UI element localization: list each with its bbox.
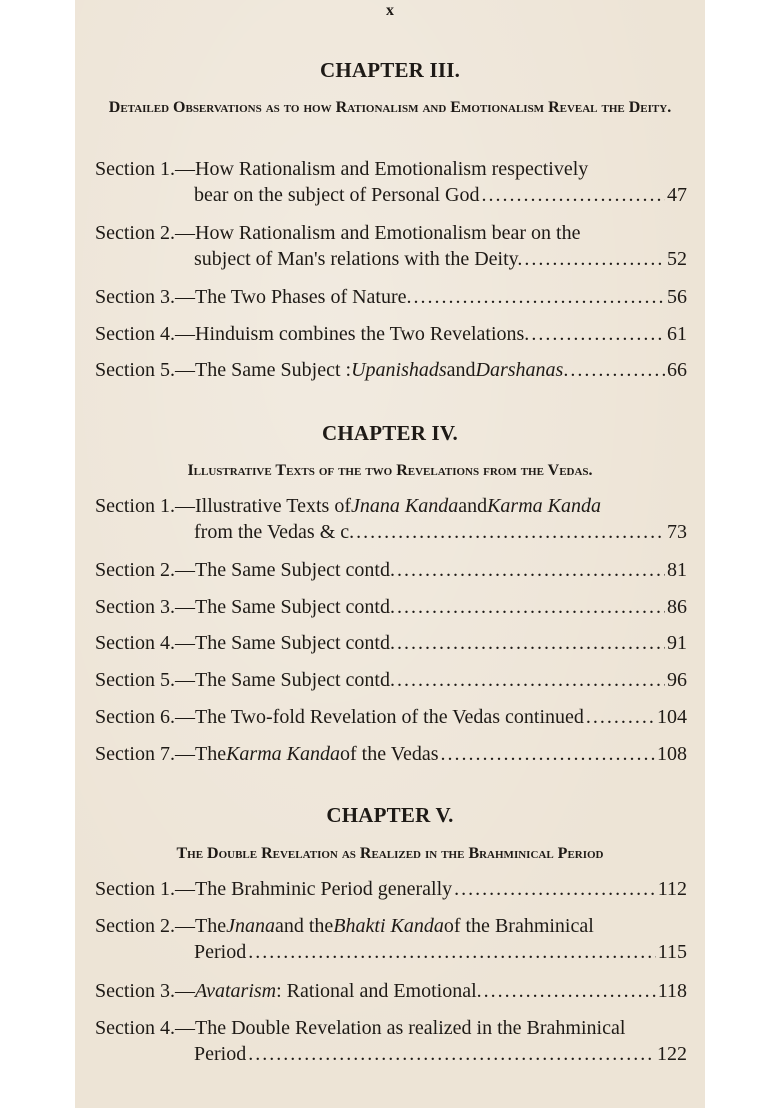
section-label: Section 4.	[95, 632, 175, 654]
page-number: 122	[657, 1043, 687, 1065]
toc-entry-ch5-s2[interactable]	[95, 913, 687, 965]
section-title: —How Rationalism and Emotionalism bear on the	[175, 222, 581, 244]
page-number: 52	[667, 248, 687, 270]
leader-dots	[484, 978, 656, 1004]
section-title: —	[175, 980, 195, 1002]
section-title: —The Same Subject contd.	[175, 559, 395, 581]
leader-dots	[524, 246, 665, 272]
page-number: 81	[667, 559, 687, 581]
leader-dots	[414, 284, 665, 310]
section-title-cont: Period	[194, 1043, 247, 1065]
section-label: Section 5.	[95, 669, 175, 691]
toc-entry-ch4-s7[interactable]	[95, 741, 687, 767]
page-number: 115	[657, 941, 687, 963]
section-title-joiner: and	[446, 359, 476, 381]
page-number: 108	[657, 743, 687, 765]
toc-entry-ch3-s3[interactable]	[95, 284, 687, 310]
page-number: 112	[657, 878, 687, 900]
leader-dots	[248, 939, 656, 965]
section-title-italic: Karma Kanda	[226, 743, 340, 765]
section-title-end: of the Brahminical	[443, 915, 594, 937]
section-title-italic: Bhakti Kanda	[333, 915, 444, 937]
section-title-end: of the Vedas	[340, 743, 439, 765]
section-title-italic: Avatarism	[195, 980, 277, 1002]
toc-entry-ch3-s4[interactable]	[95, 321, 687, 347]
toc-entry-ch4-s2[interactable]	[95, 557, 687, 583]
page-number: 86	[667, 596, 687, 618]
page-number: 47	[667, 184, 687, 206]
section-label: Section 7.	[95, 743, 175, 765]
page-number: 104	[657, 706, 687, 728]
section-title-italic: Upanishads	[351, 359, 447, 381]
section-title: —The Same Subject contd.	[175, 632, 395, 654]
section-title-italic: Jnana	[226, 915, 275, 937]
section-label: Section 1.	[95, 878, 175, 900]
section-label: Section 4.	[95, 323, 175, 345]
toc-entry-ch4-s3[interactable]	[95, 594, 687, 620]
section-title: —The Two Phases of Nature.	[175, 286, 412, 308]
toc-entry-ch3-s2[interactable]	[95, 220, 687, 272]
leader-dots	[397, 667, 665, 693]
section-label: Section 2.	[95, 915, 175, 937]
section-label: Section 5.	[95, 359, 175, 381]
chapter-3-title: CHAPTER III.	[319, 58, 461, 82]
leader-dots	[441, 741, 656, 767]
section-title: —The	[175, 915, 227, 937]
chapter-4-subtitle: Illustrative Texts of the two Revelations from the Vedas.	[187, 462, 593, 479]
section-title-end: : Rational and Emotional.	[276, 980, 482, 1002]
chapter-5-subtitle: The Double Revelation as Realized in the Brahminical Period	[176, 845, 604, 862]
section-title: —Illustrative Texts of	[175, 495, 351, 517]
leader-dots	[586, 704, 655, 730]
toc-entry-ch5-s1[interactable]	[95, 876, 687, 902]
section-title: —The Brahminic Period generally	[175, 878, 453, 900]
chapter-5-title: CHAPTER V.	[326, 803, 454, 827]
leader-dots	[454, 876, 656, 902]
toc-entry-ch4-s6[interactable]	[95, 704, 687, 730]
toc-entry-ch3-s1[interactable]	[95, 156, 687, 208]
leader-dots	[481, 182, 665, 208]
leader-dots	[531, 321, 665, 347]
section-title-joiner: and	[458, 495, 488, 517]
page-number: 96	[667, 669, 687, 691]
book-page	[75, 0, 705, 1108]
section-title: —The	[175, 743, 227, 765]
section-title: —The Same Subject contd.	[175, 596, 395, 618]
section-label: Section 2.	[95, 222, 175, 244]
leader-dots	[397, 557, 665, 583]
toc-entry-ch3-s5[interactable]	[95, 357, 687, 383]
page-number: 118	[657, 980, 687, 1002]
page-number: 56	[667, 286, 687, 308]
leader-dots	[356, 519, 665, 545]
section-title: —The Same Subject :	[175, 359, 352, 381]
section-title-cont: Period	[194, 941, 247, 963]
section-title: —Hinduism combines the Two Revelations.	[175, 323, 530, 345]
page-number: 73	[667, 521, 687, 543]
section-title: —How Rationalism and Emotionalism respectively	[175, 158, 589, 180]
chapter-4-title: CHAPTER IV.	[321, 421, 458, 445]
section-label: Section 1.	[95, 158, 175, 180]
page-folio: x	[386, 2, 394, 19]
leader-dots	[570, 357, 665, 383]
page-number: 66	[667, 359, 687, 381]
section-label: Section 1.	[95, 495, 175, 517]
section-label: Section 3.	[95, 980, 175, 1002]
section-title-cont: bear on the subject of Personal God	[194, 184, 480, 206]
leader-dots	[397, 630, 665, 656]
toc-entry-ch5-s4[interactable]	[95, 1015, 687, 1067]
section-label: Section 6.	[95, 706, 175, 728]
section-title-italic: Darshanas	[475, 359, 564, 381]
section-title: —The Two-fold Revelation of the Vedas continued	[175, 706, 584, 728]
section-title-cont: from the Vedas & c.	[194, 521, 355, 543]
section-label: Section 2.	[95, 559, 175, 581]
section-label: Section 3.	[95, 596, 175, 618]
section-label: Section 4.	[95, 1017, 175, 1039]
section-label: Section 3.	[95, 286, 175, 308]
leader-dots	[248, 1041, 655, 1067]
section-title-joiner: and the	[274, 915, 334, 937]
section-title: —The Double Revelation as realized in the Brahminical	[175, 1017, 626, 1039]
toc-entry-ch5-s3[interactable]	[95, 978, 687, 1004]
chapter-3-subtitle: Detailed Observations as to how Rationalism and Emotionalism Reveal the Deity.	[108, 99, 672, 116]
toc-entry-ch4-s1[interactable]	[95, 493, 687, 545]
section-title-italic: Karma Kanda	[487, 495, 601, 517]
section-title-italic: Jnana Kanda	[350, 495, 459, 517]
page-number: 61	[667, 323, 687, 345]
section-title: —The Same Subject contd.	[175, 669, 395, 691]
page-number: 91	[667, 632, 687, 654]
toc-entry-ch4-s5[interactable]	[95, 667, 687, 693]
section-title-cont: subject of Man's relations with the Deity.	[194, 248, 523, 270]
leader-dots	[397, 594, 665, 620]
section-title-end: .	[563, 359, 569, 381]
toc-entry-ch4-s4[interactable]	[95, 630, 687, 656]
